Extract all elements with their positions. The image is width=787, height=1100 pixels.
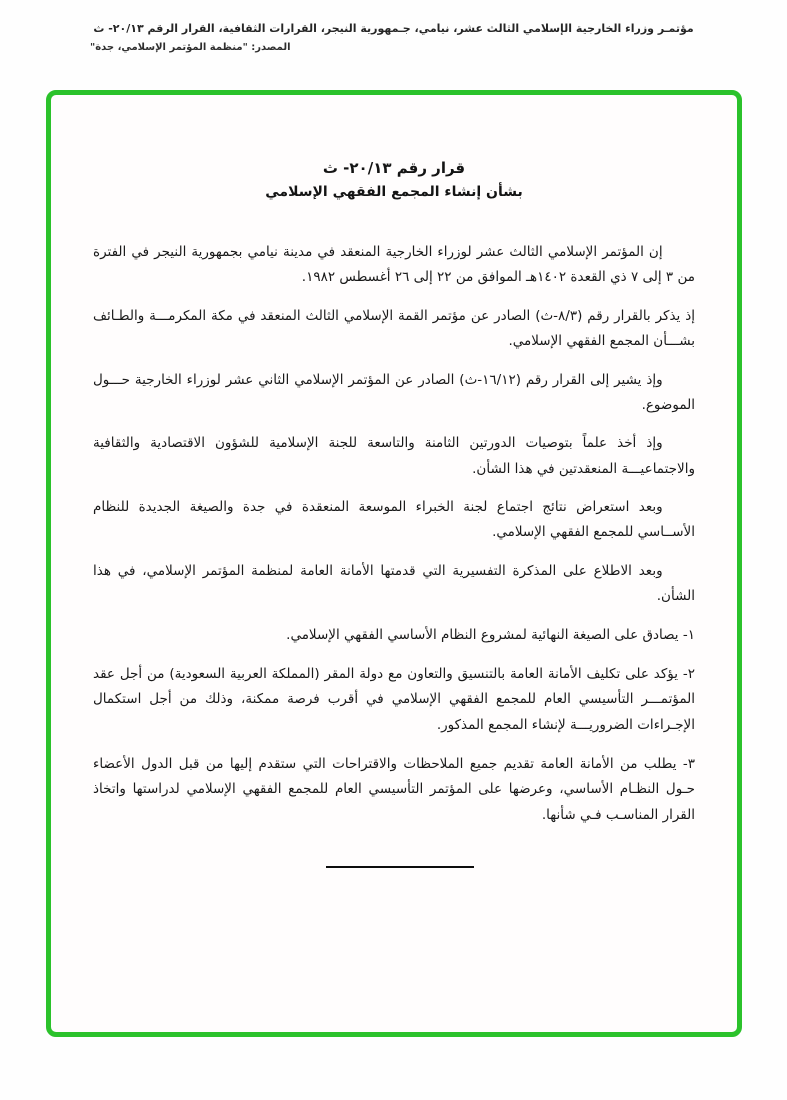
end-divider <box>326 866 474 868</box>
preamble-paragraph: وبعد استعراض نتائج اجتماع لجنة الخبراء الموسعة المنعقدة في جدة والصيغة الجديدة للنظام الأســاسي للمجمع الفقهي الإسلامي. <box>93 499 695 541</box>
document-body <box>51 95 737 868</box>
resolution-subtitle: بشأن إنشاء المجمع الفقهي الإسلامي <box>265 184 523 200</box>
resolution-item-2: ٢- يؤكد على تكليف الأمانة العامة بالتنسيق والتعاون مع دولة المقر (المملكة العربية السعودية) من أجل عقد المؤتمـــر التأسيسي العام للمجمع الفقهي الإسلامي في أقرب فرصة ممكنة، وذلك من أجل استكمال الإجـراءات الضروريـــة لإنشاء المجمع المذكور. <box>93 665 695 733</box>
preamble-paragraph: إن المؤتمر الإسلامي الثالث عشر لوزراء الخارجية المنعقد في مدينة نيامي بجمهورية النيجر في الفترة من ٣ إلى ٧ ذي القعدة ١٤٠٢هـ الموافق من ٢٢ إلى ٢٦ أغسطس ١٩٨٢. <box>93 244 695 286</box>
header-citation-line: مؤتمـر وزراء الخارجية الإسلامي الثالث عشر، نيامي، جـمهورية النيجر، القرارات الثقافية، القرار الرقم ٢٠/١٣- ث <box>93 22 694 35</box>
resolution-item-3: ٣- يطلب من الأمانة العامة تقديم جميع الملاحظات والاقتراحات التي ستقدم إليها من قبل الدول الأعضاء حـول النظـام الأساسي، وعرضها على المؤتمر التأسيسي العام للمجمع الفقهي الإسلامي لدراستها واتخاذ القرار المناسـب فـي شأنها. <box>93 756 695 823</box>
header-source-line: المصدر: "منظمة المؤتمر الإسلامي، جدة" <box>90 42 291 53</box>
preamble-paragraph: وإذ أخذ علماً بتوصيات الدورتين الثامنة والتاسعة للجنة الإسلامية للشؤون الاقتصادية والثقافية والاجتماعيـــة المنعقدتين في هذا الشأن. <box>93 435 695 477</box>
resolution-text <box>93 240 695 828</box>
resolution-title: قرار رقم ٢٠/١٣- ث <box>322 159 466 177</box>
preamble-paragraph: إذ يذكر بالقرار رقم (٨/٣-ث) الصادر عن مؤتمر القمة الإسلامي الثالث المنعقد في مكة المكرمـــة والطـائف بشـــأن المجمع الفقهي الإسلامي. <box>93 307 695 350</box>
preamble-paragraph: وإذ يشير إلى القرار رقم (١٦/١٢-ث) الصادر عن المؤتمر الإسلامي الثاني عشر لوزراء الخارجية حـــول الموضوع. <box>93 371 695 413</box>
green-border-frame <box>46 90 742 1037</box>
resolution-item-1: ١- يصادق على الصيغة النهائية لمشروع النظام الأساسي الفقهي الإسلامي. <box>286 626 695 643</box>
preamble-paragraph: وبعد الاطلاع على المذكرة التفسيرية التي قدمتها الأمانة العامة لمنظمة المؤتمر الإسلامي، في هذا الشأن. <box>93 562 695 605</box>
page-header <box>0 22 787 53</box>
